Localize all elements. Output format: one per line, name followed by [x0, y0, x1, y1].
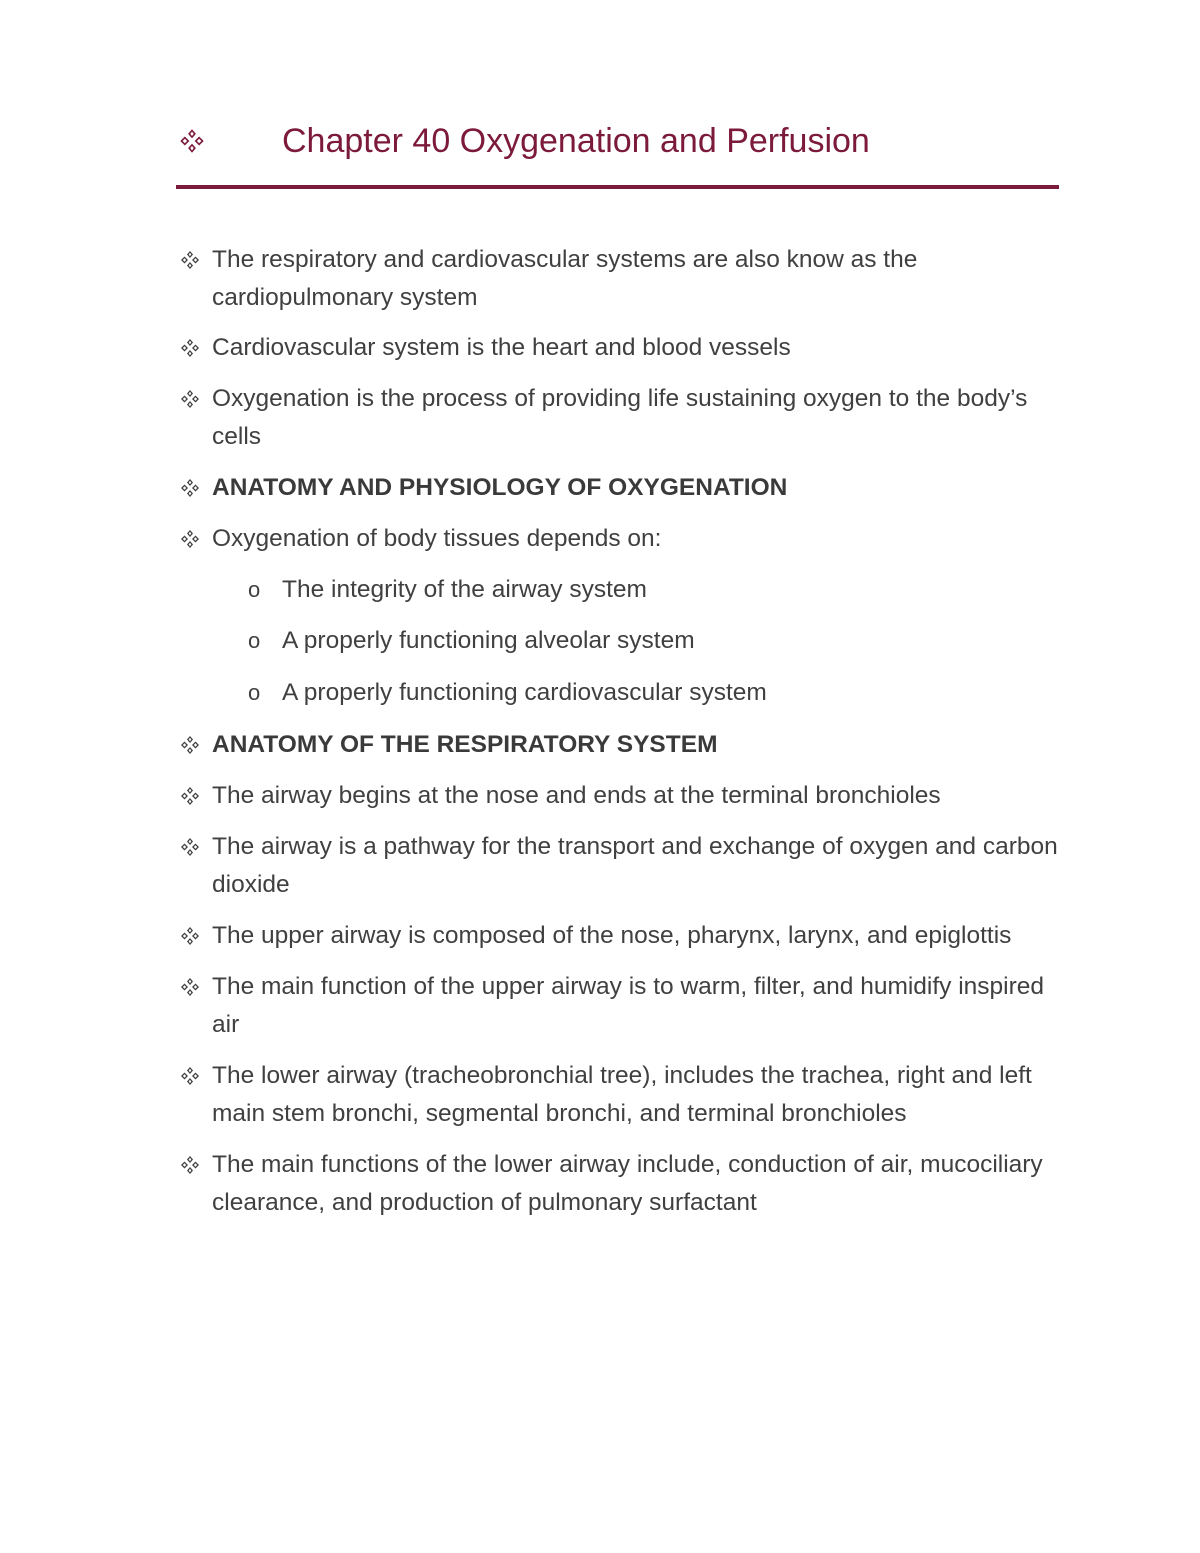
- sub-list-item-text: A properly functioning alveolar system: [282, 627, 695, 654]
- sub-list-item-text: The integrity of the airway system: [282, 576, 647, 603]
- sub-bullet-marker: o: [248, 628, 261, 653]
- list-item-text: The main functions of the lower airway include, conduction of air, mucociliary clearance, and production of pulmonary surfactant: [212, 1151, 1043, 1216]
- section-heading: [176, 726, 1066, 764]
- title-diamond-bullet-icon: [176, 128, 208, 154]
- list-item: [176, 380, 1066, 456]
- list-item: [176, 917, 1066, 955]
- list-item-text: The main function of the upper airway is to warm, filter, and humidify inspired air: [212, 973, 1045, 1038]
- list-item: [176, 241, 1066, 317]
- diamond-bullet-icon: [179, 1155, 201, 1175]
- bullet-list: [176, 241, 1066, 1222]
- list-item: [176, 1057, 1066, 1133]
- section-heading-text: ANATOMY AND PHYSIOLOGY OF OXYGENATION: [212, 474, 788, 501]
- sub-list-item: [176, 674, 1066, 712]
- page-title: Chapter 40 Oxygenation and Perfusion: [282, 122, 870, 160]
- diamond-bullet-icon: [179, 1066, 201, 1086]
- list-item: [176, 1146, 1066, 1222]
- title-divider: [176, 185, 1059, 189]
- list-item-text: The airway is a pathway for the transport and exchange of oxygen and carbon dioxide: [212, 833, 1058, 898]
- sub-list-item: [176, 622, 1066, 660]
- list-item: [176, 329, 1066, 367]
- section-heading: [176, 469, 1066, 507]
- list-item: [176, 968, 1066, 1044]
- sub-list-item: [176, 571, 1066, 609]
- diamond-bullet-icon: [179, 250, 201, 270]
- diamond-bullet-icon: [179, 786, 201, 806]
- list-item: [176, 520, 1066, 558]
- sub-bullet-marker: o: [248, 577, 261, 602]
- list-item-text: Oxygenation is the process of providing life sustaining oxygen to the body’s cells: [212, 385, 1028, 450]
- list-item-text: The airway begins at the nose and ends at the terminal bronchioles: [212, 782, 941, 809]
- list-item-text: The respiratory and cardiovascular systems are also know as the cardiopulmonary system: [212, 246, 918, 311]
- list-item-text: Cardiovascular system is the heart and blood vessels: [212, 334, 791, 361]
- diamond-bullet-icon: [179, 529, 201, 549]
- diamond-bullet-icon: [179, 338, 201, 358]
- list-item-text: Oxygenation of body tissues depends on:: [212, 525, 662, 552]
- diamond-bullet-icon: [179, 926, 201, 946]
- sub-bullet-marker: o: [248, 680, 261, 705]
- diamond-bullet-icon: [179, 837, 201, 857]
- sub-list-item-text: A properly functioning cardiovascular system: [282, 679, 767, 706]
- title-row: [176, 118, 1058, 168]
- list-item: [176, 828, 1066, 904]
- list-item-text: The upper airway is composed of the nose, pharynx, larynx, and epiglottis: [212, 922, 1012, 949]
- diamond-bullet-icon: [179, 977, 201, 997]
- list-item-text: The lower airway (tracheobronchial tree), includes the trachea, right and left main stem bronchi, segmental bronchi, and terminal bronchioles: [212, 1062, 1032, 1127]
- diamond-bullet-icon: [179, 389, 201, 409]
- diamond-bullet-icon: [179, 735, 201, 755]
- section-heading-text: ANATOMY OF THE RESPIRATORY SYSTEM: [212, 731, 718, 758]
- list-item: [176, 777, 1066, 815]
- diamond-bullet-icon: [179, 478, 201, 498]
